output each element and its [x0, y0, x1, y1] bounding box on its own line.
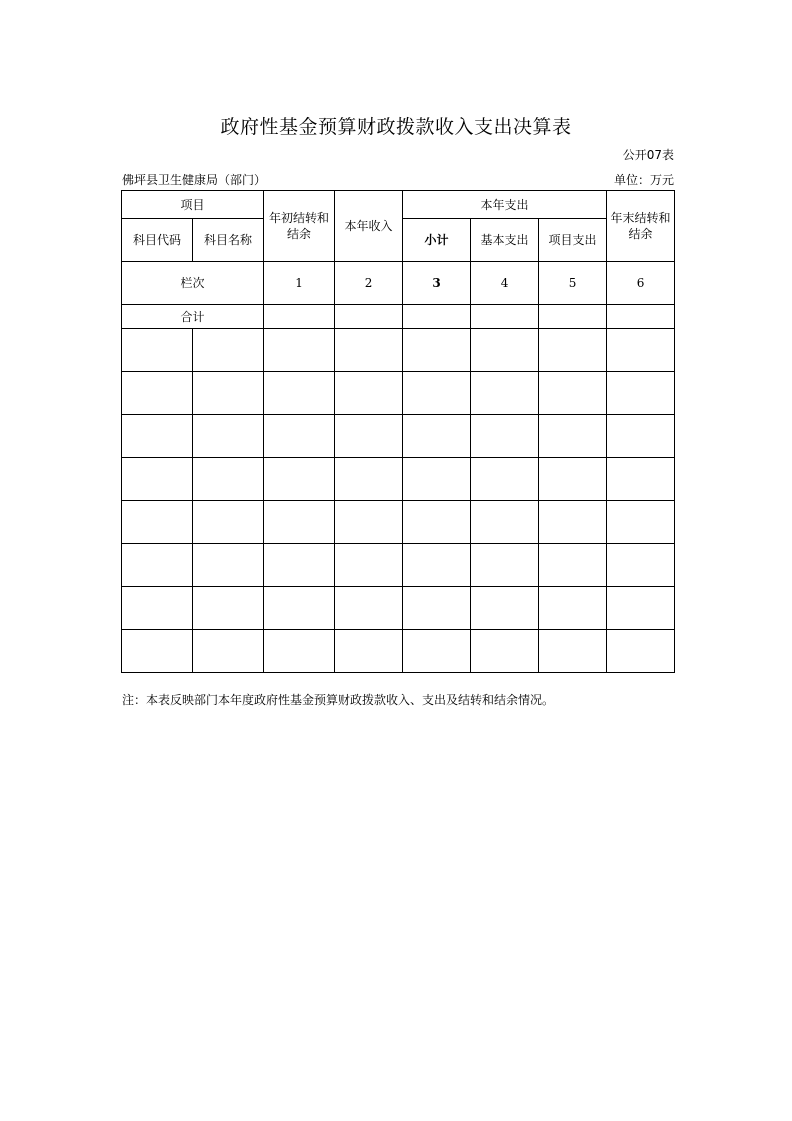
column-number-row [122, 262, 675, 305]
table-cell [264, 305, 335, 329]
table-cell [122, 630, 193, 673]
table-cell [403, 372, 471, 415]
header-subtotal: 小计 [403, 219, 471, 262]
table-row [122, 329, 675, 372]
table-cell [335, 544, 403, 587]
table-cell [193, 587, 264, 630]
table-cell [264, 501, 335, 544]
table-cell [607, 544, 675, 587]
table-cell [264, 372, 335, 415]
header-current-expense: 本年支出 [403, 191, 607, 219]
table-cell [471, 458, 539, 501]
table-row [122, 587, 675, 630]
table-cell [471, 501, 539, 544]
table-cell [122, 415, 193, 458]
table-cell [403, 544, 471, 587]
form-code: 公开07表 [622, 148, 674, 162]
table-cell [403, 458, 471, 501]
table-cell [539, 630, 607, 673]
table-cell [264, 587, 335, 630]
table-cell [264, 544, 335, 587]
header-opening-balance [264, 191, 335, 262]
table-cell [122, 329, 193, 372]
table-cell [335, 415, 403, 458]
table-cell [335, 372, 403, 415]
table-cell [335, 587, 403, 630]
column-number-5: 5 [539, 262, 607, 305]
table-cell [403, 415, 471, 458]
table-cell [539, 305, 607, 329]
table-cell [607, 630, 675, 673]
table-row [122, 458, 675, 501]
header-closing-balance [607, 191, 675, 262]
table-cell [403, 501, 471, 544]
table-cell [471, 372, 539, 415]
header-row-1 [122, 191, 675, 219]
header-basic-expense: 基本支出 [471, 219, 539, 262]
table-cell [471, 587, 539, 630]
table-cell [403, 587, 471, 630]
table-row [122, 415, 675, 458]
department-name: 佛坪县卫生健康局（部门） [122, 173, 267, 187]
header-opening-balance-label: 年初结转和结余 [269, 211, 330, 241]
table-cell [264, 458, 335, 501]
table-row [122, 630, 675, 673]
column-number-3: 3 [403, 262, 471, 305]
header-subject-name: 科目名称 [193, 219, 264, 262]
table-cell [403, 630, 471, 673]
column-number-1: 1 [264, 262, 335, 305]
table-cell [122, 544, 193, 587]
unit-label: 单位：万元 [613, 173, 674, 187]
header-closing-balance-label: 年末结转和结余 [610, 211, 671, 241]
table-cell [607, 305, 675, 329]
table-cell [607, 415, 675, 458]
table-cell [122, 501, 193, 544]
table-cell [539, 372, 607, 415]
table-cell [539, 501, 607, 544]
table-cell [122, 587, 193, 630]
table-cell [471, 544, 539, 587]
table-cell [607, 587, 675, 630]
column-number-4: 4 [471, 262, 539, 305]
column-number-2: 2 [335, 262, 403, 305]
table-cell [607, 458, 675, 501]
header-current-income: 本年收入 [335, 191, 403, 262]
table-cell [264, 630, 335, 673]
table-cell [403, 305, 471, 329]
table-cell [539, 587, 607, 630]
table-row [122, 544, 675, 587]
table-cell [193, 372, 264, 415]
table-cell [539, 458, 607, 501]
table-cell [607, 329, 675, 372]
table-cell [607, 501, 675, 544]
footnote: 注：本表反映部门本年度政府性基金预算财政拨款收入、支出及结转和结余情况。 [122, 693, 555, 707]
total-row [122, 305, 675, 329]
table-cell [539, 415, 607, 458]
table-cell [122, 372, 193, 415]
table-cell [264, 415, 335, 458]
table-cell [471, 630, 539, 673]
column-number-6: 6 [607, 262, 675, 305]
table-cell [264, 329, 335, 372]
table-cell [471, 329, 539, 372]
table-cell [335, 458, 403, 501]
table-cell [335, 501, 403, 544]
budget-table [121, 190, 675, 673]
header-item: 项目 [122, 191, 264, 219]
column-number-label: 栏次 [122, 262, 264, 305]
table-cell [471, 415, 539, 458]
table-cell [335, 630, 403, 673]
table-cell [403, 329, 471, 372]
table-row [122, 372, 675, 415]
header-subject-code: 科目代码 [122, 219, 193, 262]
table-cell [335, 305, 403, 329]
table-cell [193, 329, 264, 372]
table-cell [607, 372, 675, 415]
table-cell [193, 415, 264, 458]
table-cell [335, 329, 403, 372]
table-cell [122, 458, 193, 501]
table-cell [193, 630, 264, 673]
table-row [122, 501, 675, 544]
table-cell [193, 458, 264, 501]
table-cell [471, 305, 539, 329]
table-title: 政府性基金预算财政拨款收入支出决算表 [220, 116, 572, 138]
table-cell [539, 329, 607, 372]
table-cell [193, 501, 264, 544]
total-label: 合计 [122, 305, 264, 329]
header-project-expense: 项目支出 [539, 219, 607, 262]
table-cell [193, 544, 264, 587]
table-cell [539, 544, 607, 587]
